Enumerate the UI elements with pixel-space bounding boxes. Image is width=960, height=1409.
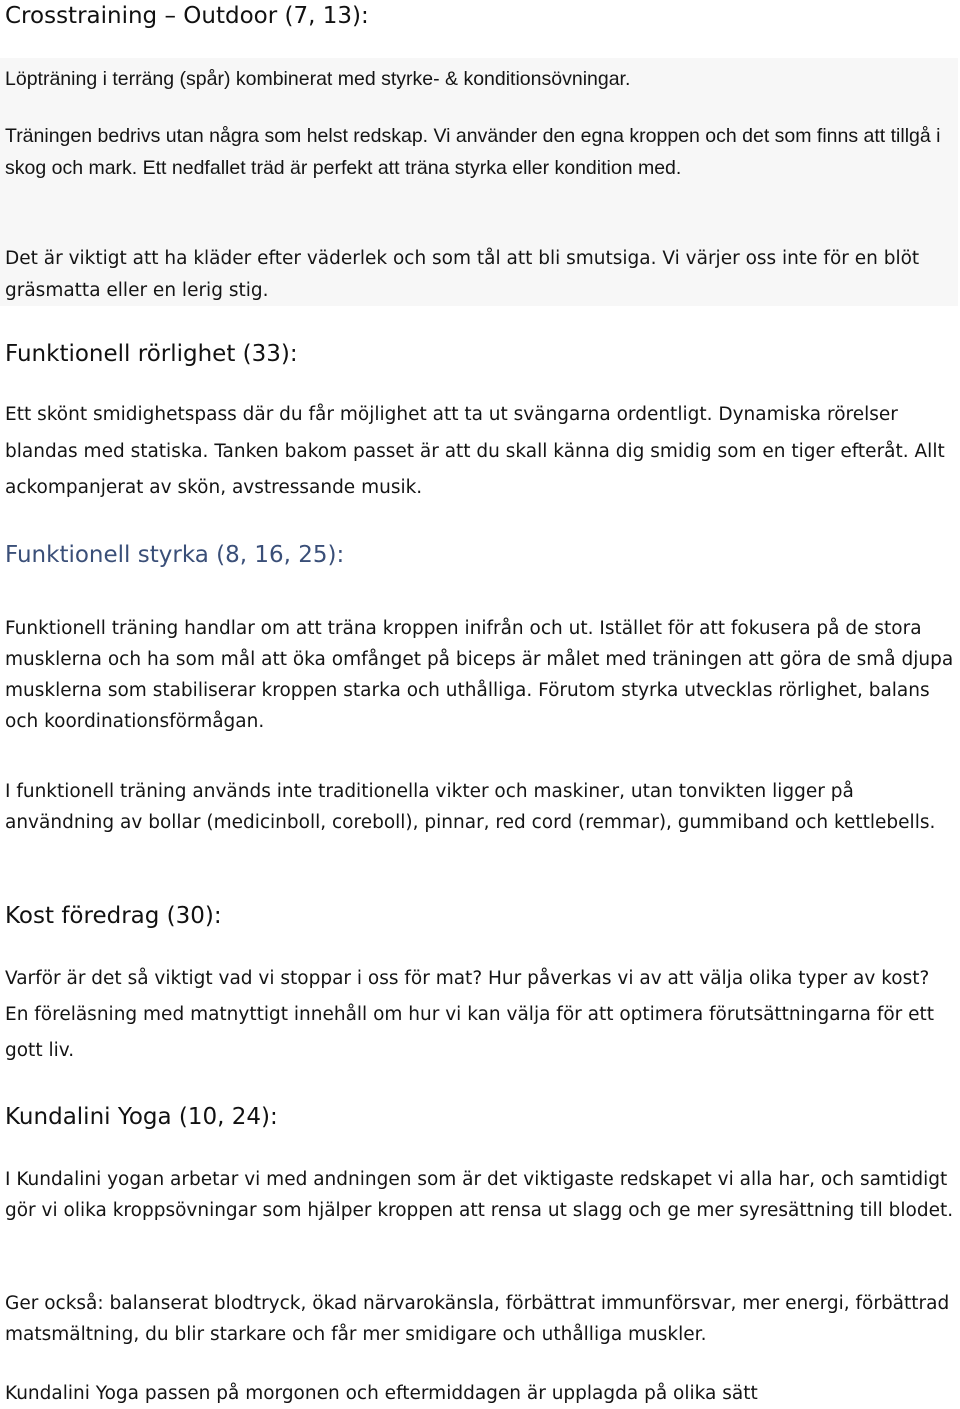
- paragraph-kundalini-benefits: Ger också: balanserat blodtryck, ökad närvarokänsla, förbättrat immunförsvar, mer energi, förbättrad matsmältning, du blir starkare och får mer smidigare och uthålliga muskler.: [5, 1293, 950, 1345]
- heading-kost-foredrag: Kost föredrag (30):: [5, 903, 222, 929]
- paragraph-crosstraining-clothing: Det är viktigt att ha kläder efter väderlek och som tål att bli smutsiga. Vi värjer oss inte för en blöt gräsmatta eller en lerig stig.: [5, 248, 920, 301]
- paragraph-styrka-equipment: I funktionell träning används inte traditionella vikter och maskiner, utan tonvikten ligger på användning av bollar (medicinboll, coreboll), pinnar, red cord (remmar), gummiband och kettlebells.: [5, 781, 936, 833]
- paragraph-kost: Varför är det så viktigt vad vi stoppar i oss för mat? Hur påverkas vi av att välja olika typer av kost? En föreläsning med matnyttigt innehåll om hur vi kan välja för att optimera förutsättningarna för ett gott liv.: [5, 968, 935, 1061]
- paragraph-styrka-intro: Funktionell träning handlar om att träna kroppen inifrån och ut. Istället för att fokusera på de stora musklerna och ha som mål att öka omfånget på biceps är målet med träningen att göra de små djupa musklerna som stabiliserar kroppen starka och uthålliga. Förutom styrka utvecklas rörlighet, balans och koordinationsförmågan.: [5, 618, 954, 732]
- paragraph-rorlighet: Ett skönt smidighetspass där du får möjlighet att ta ut svängarna ordentligt. Dynamiska rörelser blandas med statiska. Tanken bakom passet är att du skall känna dig smidig som en tiger efteråt. Allt ackompanjerat av skön, avstressande musik.: [5, 404, 945, 498]
- heading-kundalini-yoga: Kundalini Yoga (10, 24):: [5, 1104, 278, 1130]
- heading-funktionell-styrka: Funktionell styrka (8, 16, 25):: [5, 542, 345, 568]
- heading-funktionell-rorlighet: Funktionell rörlighet (33):: [5, 341, 298, 367]
- paragraph-crosstraining-intro: Löpträning i terräng (spår) kombinerat med styrke- & konditionsövningar.: [5, 68, 631, 90]
- paragraph-kundalini-intro: I Kundalini yogan arbetar vi med andningen som är det viktigaste redskapet vi alla har, och samtidigt gör vi olika kroppsövningar som hjälper kroppen att rensa ut slagg och ge mer syresättning till blodet.: [5, 1169, 954, 1221]
- heading-crosstraining: Crosstraining – Outdoor (7, 13):: [5, 3, 369, 29]
- paragraph-kundalini-schedule: Kundalini Yoga passen på morgonen och eftermiddagen är upplagda på olika sätt: [5, 1383, 758, 1404]
- paragraph-crosstraining-equipment: Träningen bedrivs utan några som helst redskap. Vi använder den egna kroppen och det som finns att tillgå i skog och mark. Ett nedfallet träd är perfekt att träna styrka eller kondition med.: [5, 125, 941, 179]
